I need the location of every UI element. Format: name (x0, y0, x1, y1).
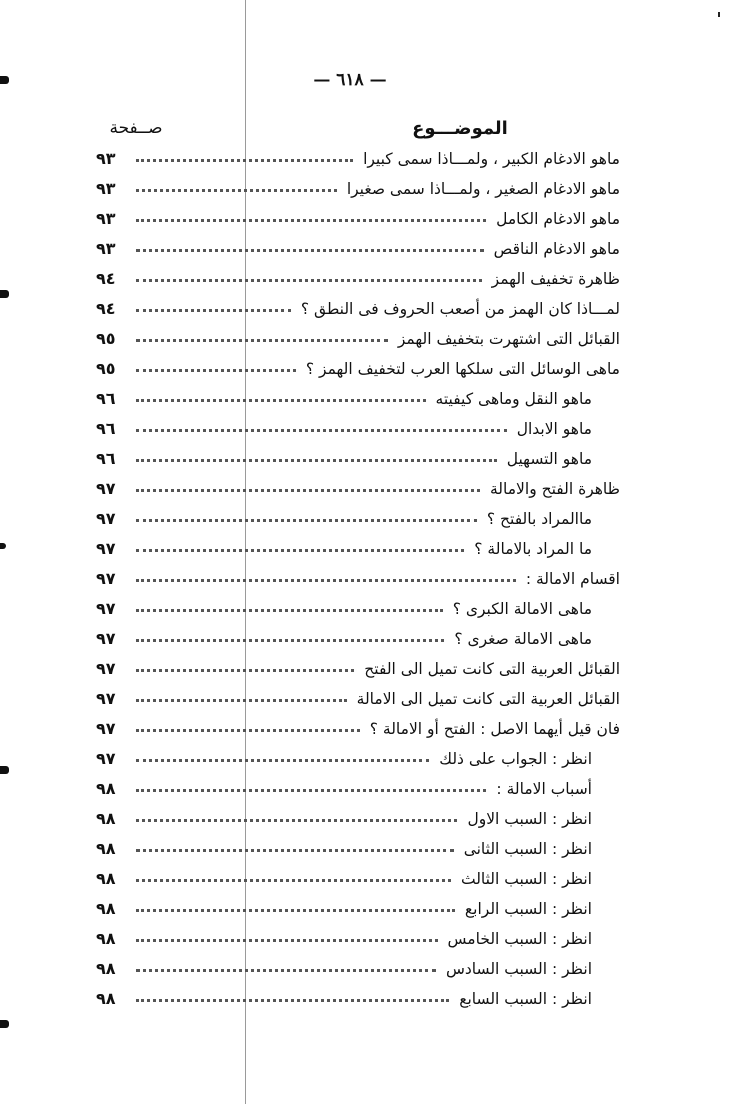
toc-entry-title: انظر : السبب السابع (453, 988, 592, 1010)
toc-entry (96, 986, 620, 1016)
dot-leader (136, 969, 436, 972)
dot-leader (136, 159, 353, 162)
toc-entry (96, 596, 620, 626)
dot-leader (136, 399, 426, 402)
toc-entry-title: ماهى الامالة صغرى ؟ (448, 628, 592, 650)
toc-entry (96, 146, 620, 176)
toc-entry-title: ماالمراد بالفتح ؟ (481, 508, 592, 530)
toc-entry (96, 686, 620, 716)
toc-entry-page: ٩٨ (96, 839, 116, 858)
dot-leader (136, 519, 477, 522)
toc-entry-title: ماهو الادغام الكبير ، ولمـــاذا سمى كبيرا (357, 148, 620, 170)
toc-entry-page: ٩٧ (96, 539, 116, 558)
toc-entry (96, 836, 620, 866)
toc-entry-page: ٩٨ (96, 989, 116, 1008)
toc-entry (96, 626, 620, 656)
toc-entry (96, 416, 620, 446)
edge-mark (0, 290, 9, 298)
toc-entry-page: ٩٧ (96, 719, 116, 738)
toc-entry-title: انظر : السبب الثالث (455, 868, 592, 890)
toc-entry-page: ٩٣ (96, 239, 116, 258)
topic-column-header: الموضـــوع (412, 118, 508, 139)
dot-leader (136, 699, 347, 702)
dot-leader (136, 189, 337, 192)
dot-leader (136, 279, 482, 282)
toc-entry-title: القبائل العربية التى كانت تميل الى الامالة (351, 688, 620, 710)
toc-entry-page: ٩٧ (96, 599, 116, 618)
toc-entry-page: ٩٦ (96, 449, 116, 468)
toc-entry-page: ٩٨ (96, 929, 116, 948)
toc-entry-title: ماهو الادغام الناقص (488, 238, 620, 260)
toc-entry-page: ٩٥ (96, 329, 116, 348)
toc-entry-page: ٩٣ (96, 209, 116, 228)
dot-leader (136, 369, 296, 372)
toc-entry (96, 866, 620, 896)
toc-entry-title: ماهى الوسائل التى سلكها العرب لتخفيف الهمز ؟ (300, 358, 620, 380)
toc-entry-page: ٩٧ (96, 479, 116, 498)
toc-entry-title: ظاهرة تخفيف الهمز (486, 268, 620, 290)
toc-entry-page: ٩٣ (96, 149, 116, 168)
dot-leader (136, 939, 438, 942)
toc-entry (96, 926, 620, 956)
toc-entry (96, 716, 620, 746)
toc-entry-page: ٩٧ (96, 509, 116, 528)
toc-entry (96, 896, 620, 926)
dot-leader (136, 999, 449, 1002)
dot-leader (136, 219, 486, 222)
toc-entry-page: ٩٧ (96, 569, 116, 588)
toc-entry (96, 536, 620, 566)
toc-entry-title: فان قيل أيهما الاصل : الفتح أو الامالة ؟ (364, 718, 620, 740)
edge-mark (0, 543, 6, 549)
dot-leader (136, 579, 516, 582)
toc-entry (96, 326, 620, 356)
print-speck (718, 12, 720, 17)
dot-leader (136, 879, 451, 882)
toc-entry-page: ٩٨ (96, 779, 116, 798)
toc-entry (96, 746, 620, 776)
toc-entry-title: انظر : الجواب على ذلك (433, 748, 592, 770)
toc-entry-title: انظر : السبب الرابع (459, 898, 592, 920)
table-of-contents (96, 146, 620, 1016)
dot-leader (136, 249, 484, 252)
dot-leader (136, 669, 354, 672)
toc-entry (96, 386, 620, 416)
toc-entry-title: لمـــاذا كان الهمز من أصعب الحروف فى النطق ؟ (295, 298, 620, 320)
toc-entry-page: ٩٤ (96, 299, 116, 318)
edge-mark (0, 1020, 9, 1028)
toc-entry (96, 236, 620, 266)
dot-leader (136, 339, 388, 342)
toc-entry-title: ماهو الادغام الصغير ، ولمـــاذا سمى صغيرا (341, 178, 620, 200)
toc-entry (96, 176, 620, 206)
toc-entry (96, 806, 620, 836)
toc-entry-title: اقسام الامالة : (520, 568, 620, 590)
toc-entry (96, 356, 620, 386)
toc-entry-page: ٩٧ (96, 749, 116, 768)
toc-entry-page: ٩٣ (96, 179, 116, 198)
toc-entry (96, 206, 620, 236)
toc-entry-page: ٩٧ (96, 689, 116, 708)
toc-entry-title: ماهو التسهيل (501, 448, 592, 470)
toc-entry-title: انظر : السبب الخامس (442, 928, 592, 950)
toc-entry (96, 476, 620, 506)
dot-leader (136, 849, 454, 852)
dot-leader (136, 759, 429, 762)
toc-entry-page: ٩٨ (96, 959, 116, 978)
toc-entry-title: أسباب الامالة : (490, 778, 592, 800)
toc-entry (96, 566, 620, 596)
toc-entry (96, 266, 620, 296)
toc-entry (96, 446, 620, 476)
dot-leader (136, 819, 457, 822)
toc-entry-title: ظاهرة الفتح والامالة (484, 478, 620, 500)
toc-entry-title: ماهو الابدال (511, 418, 592, 440)
dot-leader (136, 609, 443, 612)
dot-leader (136, 549, 464, 552)
toc-entry (96, 656, 620, 686)
toc-entry-title: انظر : السبب الثانى (458, 838, 592, 860)
toc-entry-page: ٩٥ (96, 359, 116, 378)
toc-entry-page: ٩٨ (96, 809, 116, 828)
toc-entry-title: القبائل العربية التى كانت تميل الى الفتح (358, 658, 620, 680)
toc-entry-title: انظر : السبب الاول (461, 808, 592, 830)
toc-entry-page: ٩٦ (96, 419, 116, 438)
dot-leader (136, 729, 360, 732)
toc-entry-title: القبائل التى اشتهرت بتخفيف الهمز (392, 328, 620, 350)
toc-entry (96, 776, 620, 806)
toc-entry-page: ٩٤ (96, 269, 116, 288)
edge-mark (0, 76, 9, 84)
dot-leader (136, 309, 291, 312)
toc-entry-page: ٩٦ (96, 389, 116, 408)
toc-entry-title: ما المراد بالامالة ؟ (468, 538, 592, 560)
page-column-header: صــفحة (109, 118, 163, 138)
toc-entry-title: ماهو الادغام الكامل (490, 208, 620, 230)
toc-entry (96, 296, 620, 326)
dot-leader (136, 789, 486, 792)
toc-entry (96, 956, 620, 986)
toc-entry-page: ٩٧ (96, 659, 116, 678)
toc-entry-page: ٩٧ (96, 629, 116, 648)
toc-entry-title: انظر : السبب السادس (440, 958, 592, 980)
toc-entry-page: ٩٨ (96, 869, 116, 888)
dot-leader (136, 459, 497, 462)
edge-mark (0, 766, 9, 774)
toc-entry (96, 506, 620, 536)
page-number: — ٦١٨ — (313, 70, 387, 90)
toc-entry-page: ٩٨ (96, 899, 116, 918)
dot-leader (136, 639, 444, 642)
dot-leader (136, 489, 480, 492)
dot-leader (136, 429, 507, 432)
toc-entry-title: ماهو النقل وماهى كيفيته (430, 388, 592, 410)
toc-entry-title: ماهى الامالة الكبرى ؟ (447, 598, 592, 620)
dot-leader (136, 909, 455, 912)
